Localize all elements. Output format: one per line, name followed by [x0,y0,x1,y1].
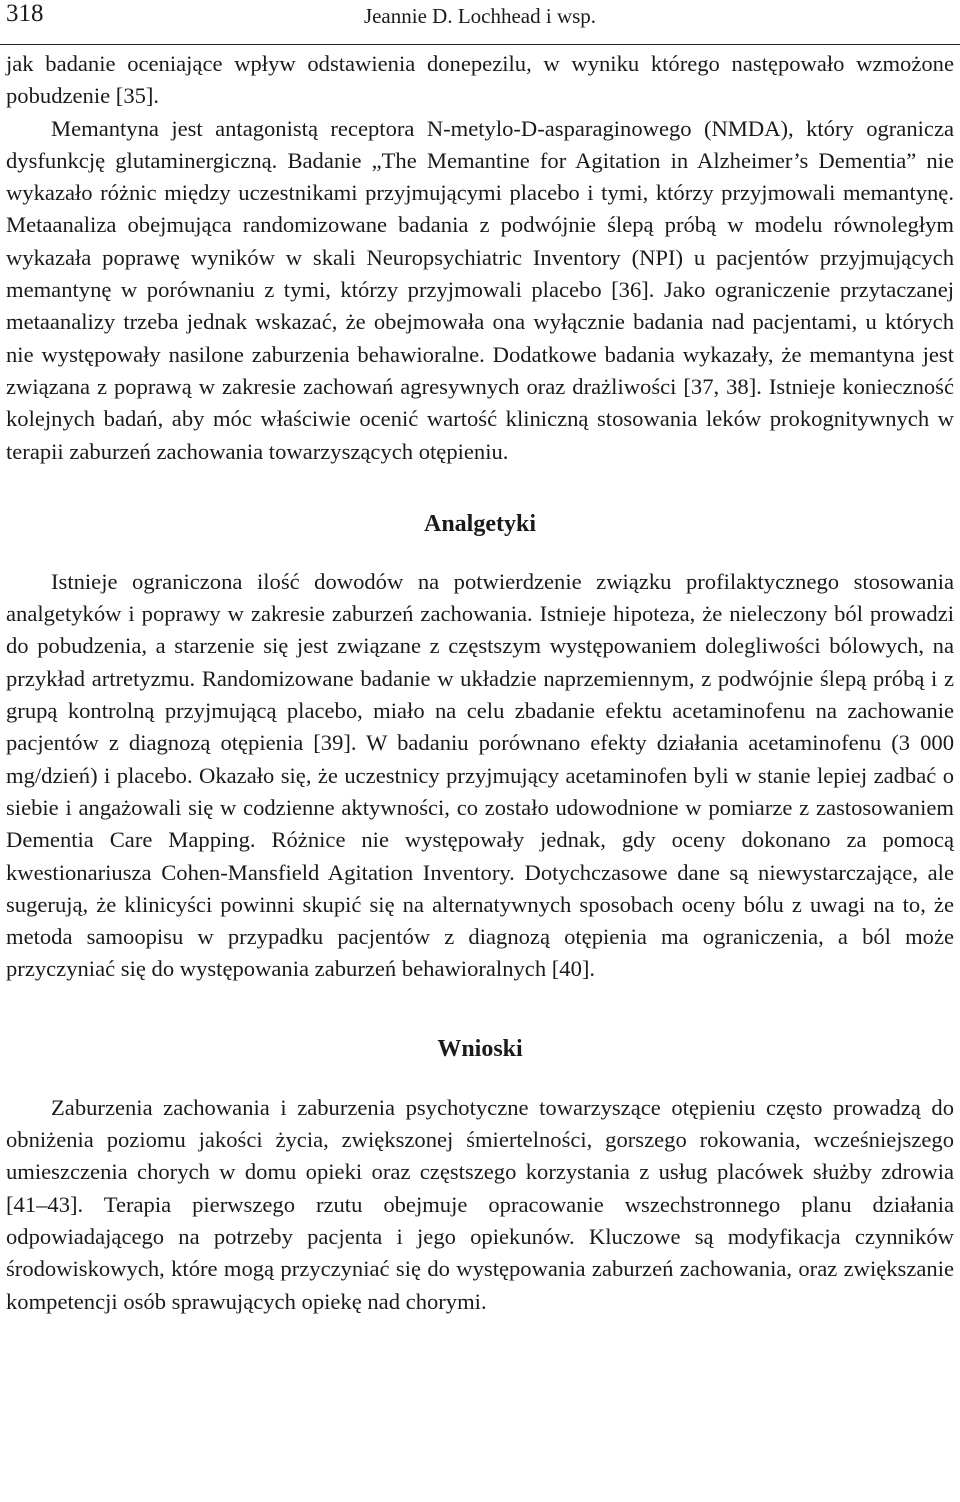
article-body [6,48,954,1318]
paragraph-analgetyki: Istnieje ograniczona ilość dowodów na potwierdzenie związku profilaktycznego stosowania analgetyków i poprawy w zakresie zaburzeń zachowania. Istnieje hipoteza, że nieleczony ból prowadzi do pobudzenia, a starzenie się jest związane z częstszym występowaniem dolegliwości bólowych, na przykład artretyzmu. Randomizowane badanie w układzie naprzemiennym, z podwójnie ślepą próbą i z grupą kontrolną przyjmującą placebo, miało na celu zbadanie efektu acetaminofenu na zachowanie pacjentów z diagnozą otępienia [39]. W badaniu porównano efekty działania acetaminofenu (3 000 mg/dzień) i placebo. Okazało się, że uczestnicy przyjmujący acetaminofen byli w stanie lepiej zadbać o siebie i angażowali się w codzienne aktywności, co zostało udowodnione w pomiarze z zastosowaniem Dementia Care Mapping. Różnice nie występowały jednak, gdy oceny dokonano za pomocą kwestionariusza Cohen-Mansfield Agitation Inventory. Dotychczasowe dane są niewystarczające, ale sugerują, że klinicyści powinni skupić się na alternatywnych sposobach oceny bólu z uwagi na to, że metoda samoopisu w przypadku pacjentów z diagnozą otępienia ma ograniczenia, a ból może przyczyniać się do występowania zaburzeń behawioralnych [40]. [6,568,954,982]
page-header [0,0,960,45]
running-head: Jeannie D. Lochhead i wsp. [363,4,597,28]
section-heading-analgetyki: Analgetyki [423,510,536,537]
page-number: 318 [6,0,44,27]
section-heading-wnioski: Wnioski [437,1035,523,1062]
paragraph-memantine: Memantyna jest antagonistą receptora N-metylo-D-asparaginowego (NMDA), który ogranicza dysfunkcję glutaminergiczną. Badanie „The Memantine for Agitation in Alzheimer’s Dementia” nie wykazało różnic między uczestnikami przyjmującymi placebo i tymi, którzy przyjmowali memantynę. Metaanaliza obejmująca randomizowane badania z podwójnie ślepą próbą w modelu równoległym wykazała poprawę wyników w skali Neuropsychiatric Inventory (NPI) u pacjentów przyjmujących memantynę w porównaniu z tymi, którzy przyjmowali placebo [36]. Jako ograniczenie przytaczanej metaanalizy trzeba jednak wskazać, że obejmowała ona wyłącznie badania nad pacjentami, u których nie występowały nasilone zaburzenia behawioralne. Dodatkowe badania wykazały, że memantyna jest związana z poprawą w zakresie zachowań agresywnych oraz drażliwości [37, 38]. Istnieje konieczność kolejnych badań, aby móc właściwie ocenić wartość kliniczną stosowania leków prokognitywnych w terapii zaburzeń zachowania towarzyszących otępieniu. [6,115,954,464]
paragraph-continuation: jak badanie oceniające wpływ odstawienia donepezilu, w wyniku którego następowało wzmożone pobudzenie [35]. [6,51,954,109]
paragraph-wnioski: Zaburzenia zachowania i zaburzenia psychotyczne towarzyszące otępieniu często prowadzą do obniżenia poziomu jakości życia, zwiększonej śmiertelności, gorszego rokowania, wcześniejszego umieszczenia chorych w domu opieki oraz częstszego korzystania z usług placówek służby zdrowia [41–43]. Terapia pierwszego rzutu obejmuje opracowanie wszechstronnego planu działania odpowiadającego na potrzeby pacjenta i jego opiekunów. Kluczowe są modyfikacja czynników środowiskowych, które mogą przyczyniać się do występowania zaburzeń zachowania, oraz zwiększanie kompetencji osób sprawujących opiekę nad chorymi. [6,1094,954,1314]
